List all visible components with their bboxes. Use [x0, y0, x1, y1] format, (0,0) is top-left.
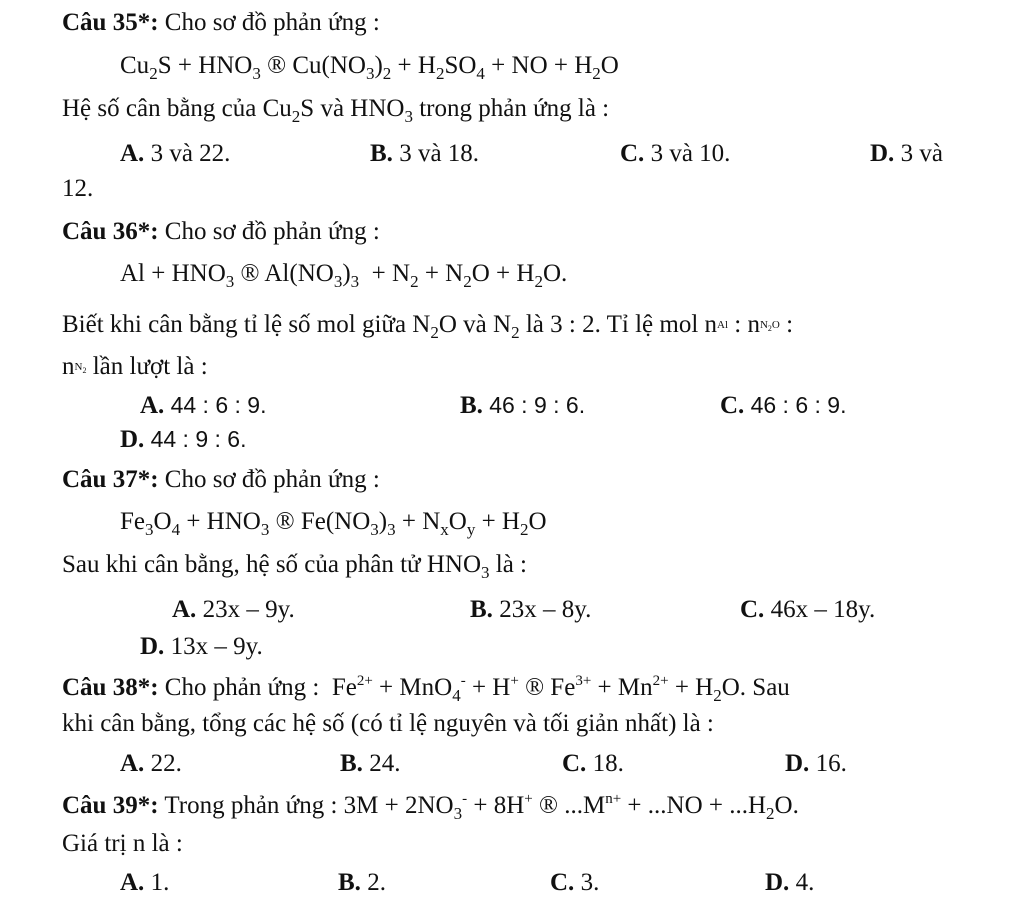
q36-option-c: C. 46 : 6 : 9. [720, 392, 847, 419]
q36-heading [62, 217, 380, 247]
q39-label: Câu 39*: [62, 792, 159, 819]
q39-line2: Giá trị n là : [62, 830, 183, 857]
q35-question: Hệ số cân bằng của $Cu_2S$ và $HNO_3$ trong phản ứng là : [62, 95, 610, 126]
q35-option-a: A. 3 và 22. [120, 140, 231, 167]
q35-intro: Cho sơ đồ phản ứng : [158, 9, 380, 36]
q37-option-b: B. 23x – 8y. [470, 596, 592, 623]
q39-option-c: C. 3. [550, 869, 600, 896]
q35-option-d: D. 3 và [870, 140, 943, 167]
q37-option-c: C. 46x – 18y. [740, 596, 876, 623]
q38-option-b: B. 24. [340, 750, 401, 777]
q39-option-b: B. 2. [338, 869, 386, 896]
q35-label: Câu 35*: [62, 9, 159, 36]
q35-equation: $Cu_2S + HNO_3$ ® $Cu(NO_3)_2 + H_2SO_4$ + NO + $H_2O$ [120, 52, 619, 83]
q35-option-d-continuation: 12. [62, 175, 94, 202]
q38-option-d: D. 16. [785, 750, 847, 777]
q37-question: Sau khi cân bằng, hệ số của phân tử $HNO_3$ là : [62, 551, 528, 582]
q35-heading [62, 8, 380, 38]
q38-option-c: C. 18. [562, 750, 624, 777]
q38-line1: Câu 38*: Cho phản ứng : $Fe^{2+} + MnO_4^- + H^+$ ® $Fe^{3+} + Mn^{2+} + H_2O$. Sau [62, 673, 790, 705]
q38-label: Câu 38*: [62, 674, 159, 701]
q37-option-d: D. 13x – 9y. [140, 633, 263, 660]
q37-intro: Cho sơ đồ phản ứng : [158, 466, 380, 493]
q37-option-a: A. 23x – 9y. [172, 596, 295, 623]
q36-option-a: A. 44 : 6 : 9. [140, 392, 267, 419]
q35-option-b: B. 3 và 18. [370, 140, 480, 167]
q36-question-line1: Biết khi cân bằng tỉ lệ số mol giữa $N_2O$ và $N_2$ là 3 : 2. Tỉ lệ mol nAl : $nN_2O$ : [62, 311, 794, 342]
q39-option-a: A. 1. [120, 869, 170, 896]
q38-line2: khi cân bằng, tổng các hệ số (có tỉ lệ nguyên và tối giản nhất) là : [62, 710, 714, 737]
q38-option-a: A. 22. [120, 750, 182, 777]
q39-option-d: D. 4. [765, 869, 815, 896]
q37-equation: $Fe_3O_4 + HNO_3$ ® $Fe(NO_3)_3 + N_xO_y + H_2O$ [120, 508, 547, 539]
q37-label: Câu 37*: [62, 466, 159, 493]
q36-question-line2: $nN_2$ lần lượt là : [62, 353, 208, 380]
q36-option-b: B. 46 : 9 : 6. [460, 392, 586, 419]
q36-option-d: D. 44 : 9 : 6. [120, 426, 247, 453]
q36-intro: Cho sơ đồ phản ứng : [158, 218, 380, 245]
q37-heading [62, 465, 380, 495]
q39-line1: Câu 39*: Trong phản ứng : $3M + 2NO_3^- + 8H^+$ ® $...M^{n+} + ...NO + ...H_2O$. [62, 791, 799, 823]
q36-label: Câu 36*: [62, 218, 159, 245]
q36-equation: $Al + HNO_3$ ® $Al(NO_3)_3 + N_2 + N_2O + H_2O$. [120, 260, 568, 291]
q35-option-c: C. 3 và 10. [620, 140, 731, 167]
